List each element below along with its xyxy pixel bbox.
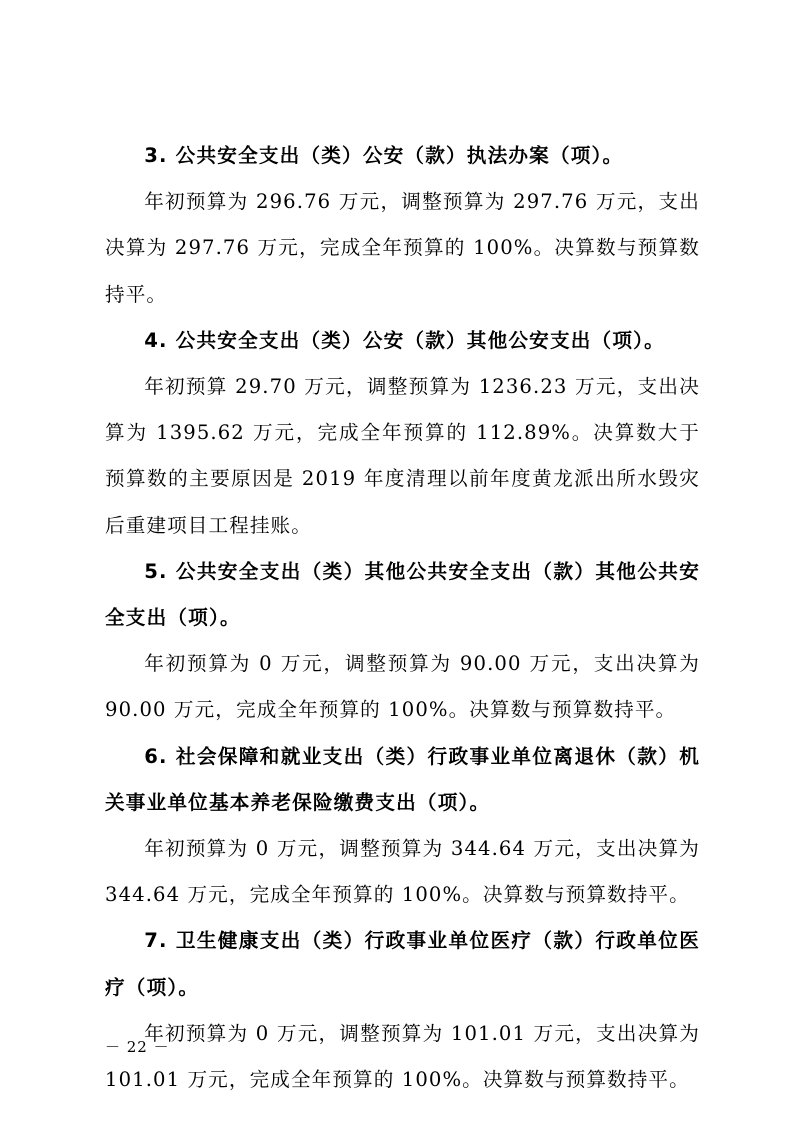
section-6	[105, 734, 700, 919]
page-number: － 22 －	[105, 1038, 170, 1056]
section-heading: 5. 公共安全支出（类）其他公共安全支出（款）其他公共安全支出（项）。	[105, 559, 700, 630]
section-heading: 7. 卫生健康支出（类）行政事业单位医疗（款）行政单位医疗（项）。	[105, 929, 700, 999]
section-4	[105, 318, 700, 549]
section-body: 年初预算 29.70 万元，调整预算为 1236.23 万元，支出决算为 1395.62 万元，完成全年预算的 112.89%。决算数大于预算数的主要原因是 2019 年度清理以前年度黄龙派出所水毁灾后重建项目工程挂账。	[105, 375, 700, 537]
section-7	[105, 918, 700, 1103]
section-body: 年初预算为 296.76 万元，调整预算为 297.76 万元，支出决算为 297.76 万元，完成全年预算的 100%。决算数与预算数持平。	[105, 190, 700, 306]
document-page	[105, 133, 700, 1103]
section-5	[105, 549, 700, 734]
section-3	[105, 133, 700, 318]
section-heading: 3. 公共安全支出（类）公安（款）执法办案（项）。	[144, 144, 624, 167]
section-body: 年初预算为 0 万元，调整预算为 101.01 万元，支出决算为 101.01 万元，完成全年预算的 100%。决算数与预算数持平。	[105, 1021, 700, 1092]
section-body: 年初预算为 0 万元，调整预算为 90.00 万元，支出决算为 90.00 万元，完成全年预算的 100%。决算数与预算数持平。	[105, 652, 700, 722]
section-heading: 4. 公共安全支出（类）公安（款）其他公安支出（项）。	[144, 328, 665, 352]
section-heading: 6. 社会保障和就业支出（类）行政事业单位离退休（款）机关事业单位基本养老保险缴费支出（项）。	[105, 744, 700, 814]
section-body: 年初预算为 0 万元，调整预算为 344.64 万元，支出决算为 344.64 万元，完成全年预算的 100%。决算数与预算数持平。	[105, 837, 700, 907]
